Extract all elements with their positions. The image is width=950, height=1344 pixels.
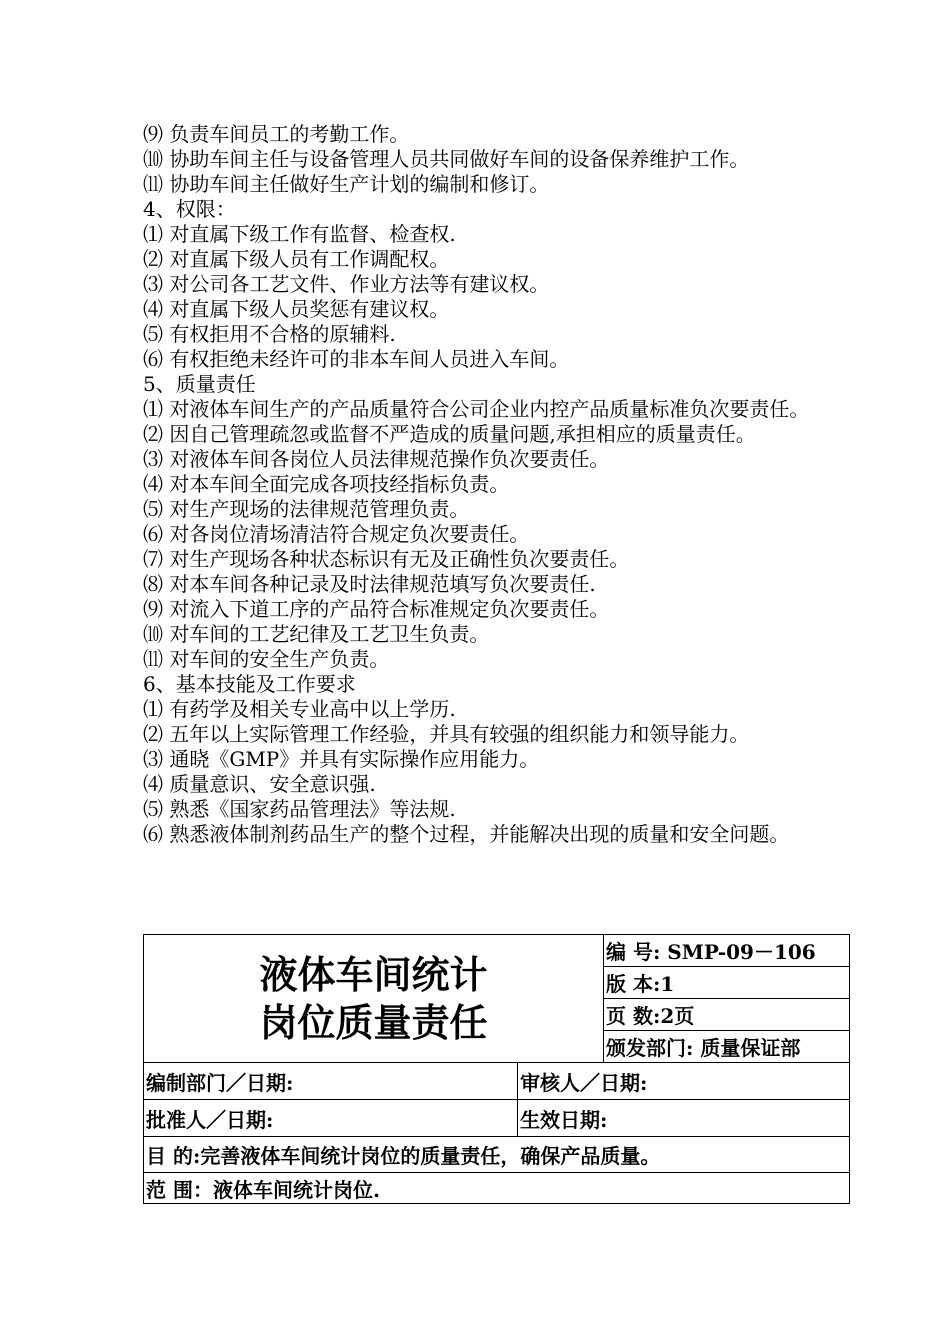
text-line: ⑸ 对生产现场的法律规范管理负责。 (143, 497, 470, 521)
section-heading: 4、权限： (143, 197, 236, 221)
document-title (144, 935, 604, 1063)
text-line: ⑴ 对液体车间生产的产品质量符合公司企业内控产品质量标准负次要责任。 (143, 397, 810, 421)
page-count: 页 数:2页 (604, 999, 850, 1031)
prepared-by: 编制部门／日期: (144, 1063, 518, 1100)
text-line: ⑶ 通晓《GMP》并具有实际操作应用能力。 (143, 747, 540, 771)
text-line: ⑼ 负责车间员工的考勤工作。 (143, 122, 410, 146)
text-line: ⑷ 对本车间全面完成各项技经指标负责。 (143, 472, 510, 496)
title-line-2: 岗位质量责任 (259, 999, 488, 1045)
text-line: ⑵ 对直属下级人员有工作调配权。 (143, 247, 450, 271)
document-header-table (143, 934, 850, 1204)
text-line: ⑶ 对液体车间各岗位人员法律规范操作负次要责任。 (143, 447, 610, 471)
text-line: ⑼ 对流入下道工序的产品符合标准规定负次要责任。 (143, 597, 610, 621)
document-code: 编 号: SMP-09－106 (604, 935, 850, 967)
reviewed-by: 审核人／日期: (518, 1063, 850, 1100)
issuing-department: 颁发部门: 质量保证部 (604, 1031, 850, 1063)
text-line: ⑹ 熟悉液体制剂药品生产的整个过程，并能解决出现的质量和安全问题。 (143, 822, 790, 846)
text-line: ⑷ 对直属下级人员奖惩有建议权。 (143, 297, 450, 321)
text-line: ⑹ 有权拒绝未经许可的非本车间人员进入车间。 (143, 347, 570, 371)
text-line: ⑸ 有权拒用不合格的原辅料. (143, 322, 396, 346)
text-line: ⑺ 对生产现场各种状态标识有无及正确性负次要责任。 (143, 547, 630, 571)
text-line: ⑸ 熟悉《国家药品管理法》等法规. (143, 797, 456, 821)
document-version: 版 本:1 (604, 967, 850, 999)
text-line: ⑷ 质量意识、安全意识强. (143, 772, 376, 796)
scope: 范 围：液体车间统计岗位. (144, 1173, 850, 1204)
text-line: ⑴ 对直属下级工作有监督、检查权. (143, 222, 456, 246)
text-line: ⑶ 对公司各工艺文件、作业方法等有建议权。 (143, 272, 550, 296)
text-line: ⑽ 协助车间主任与设备管理人员共同做好车间的设备保养维护工作。 (143, 147, 750, 171)
text-line: ⑾ 协助车间主任做好生产计划的编制和修订。 (143, 172, 550, 196)
text-line: ⑵ 因自己管理疏忽或监督不严造成的质量问题,承担相应的质量责任。 (143, 422, 756, 446)
text-line: ⑵ 五年以上实际管理工作经验，并具有较强的组织能力和领导能力。 (143, 722, 750, 746)
text-line: ⑽ 对车间的工艺纪律及工艺卫生负责。 (143, 622, 490, 646)
section-heading: 6、基本技能及工作要求 (143, 672, 356, 696)
approved-by: 批准人／日期: (144, 1100, 518, 1137)
text-line: ⑻ 对本车间各种记录及时法律规范填写负次要责任. (143, 572, 596, 596)
responsibility-text (143, 122, 823, 847)
text-line: ⑹ 对各岗位清场清洁符合规定负次要责任。 (143, 522, 530, 546)
text-line: ⑴ 有药学及相关专业高中以上学历. (143, 697, 456, 721)
title-line-1: 液体车间统计 (259, 951, 488, 997)
effective-date: 生效日期: (518, 1100, 850, 1137)
text-line: ⑾ 对车间的安全生产负责。 (143, 647, 390, 671)
purpose: 目 的:完善液体车间统计岗位的质量责任，确保产品质量。 (144, 1137, 850, 1173)
section-heading: 5、质量责任 (143, 372, 256, 396)
